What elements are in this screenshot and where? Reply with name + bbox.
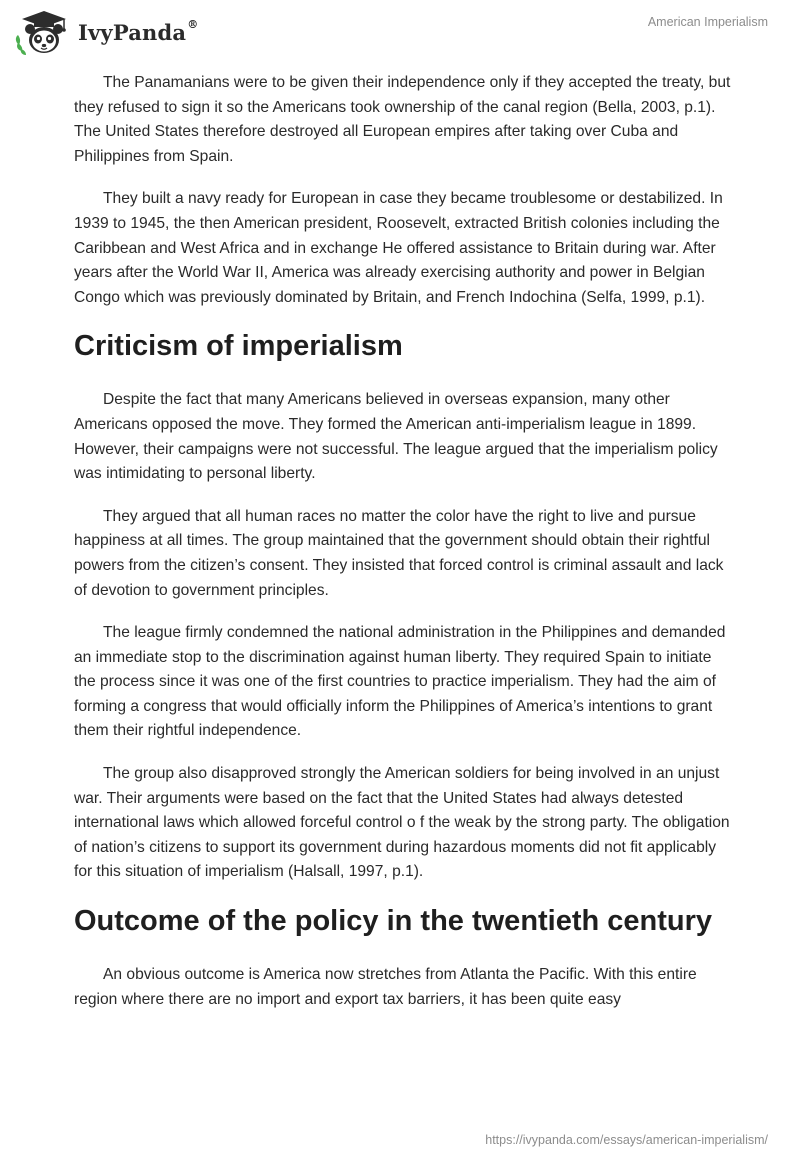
brand-text: IvyPanda xyxy=(78,20,187,45)
paragraph: The group also disapproved strongly the American soldiers for being involved in an unjust war. Their arguments were based on the fact that the United States had always detested international laws which allowed forceful control o f the weak by the strong party. The obligation of nation’s citizens to support its government during hazardous moments did not fit applicably for this situation of imperialism (Halsall, 1997, p.1). xyxy=(74,765,730,881)
essay-content xyxy=(74,71,734,1030)
ivypanda-logo-icon[interactable] xyxy=(14,9,74,57)
paragraph: They built a navy ready for European in case they became troublesome or destabilized. In 1939 to 1945, the then American president, Roosevelt, extracted British colonies including the Caribbean and West Africa and in exchange He offered assistance to Britain during war. After years after the World War II, America was already exercising authority and power in Belgian Congo which was previously dominated by Britain, and French Indochina (Selfa, 1999, p.1). xyxy=(74,190,723,306)
document-title: American Imperialism xyxy=(647,15,768,29)
source-url[interactable]: https://ivypanda.com/essays/american-imperialism/ xyxy=(485,1133,768,1147)
paragraph: They argued that all human races no matter the color have the right to live and pursue happiness at all times. The group maintained that the government should obtain their rightful powers from the citizen’s consent. They insisted that forced control is criminal assault and lack of devotion to government principles. xyxy=(74,507,724,599)
paragraph: An obvious outcome is America now stretches from Atlanta the Pacific. With this entire region where there are no import and export tax barriers, it has been quite easy xyxy=(74,966,697,1008)
registered-mark: ® xyxy=(187,18,199,31)
page-header xyxy=(0,0,800,60)
section-heading-criticism: Criticism of imperialism xyxy=(74,330,403,363)
section-heading-outcome: Outcome of the policy in the twentieth century xyxy=(74,905,713,938)
paragraph: The league firmly condemned the national administration in the Philippines and demanded an immediate stop to the discrimination against human liberty. They required Spain to initiate the process since it was one of the first countries to practice imperialism. They had the aim of forming a congress that would officially inform the Philippines of America’s intentions to grant them their rightful independence. xyxy=(74,624,726,740)
brand-name[interactable] xyxy=(78,20,198,45)
paragraph: Despite the fact that many Americans believed in overseas expansion, many other Americans opposed the move. They formed the American anti-imperialism league in 1899. However, their campaigns were not successful. The league argued that the imperialism policy was intimidating to personal liberty. xyxy=(74,391,718,483)
paragraph: The Panamanians were to be given their independence only if they accepted the treaty, but they refused to sign it so the Americans took ownership of the canal region (Bella, 2003, p.1). The United States therefore destroyed all European empires after taking over Cuba and Philippines from Spain. xyxy=(74,74,731,165)
